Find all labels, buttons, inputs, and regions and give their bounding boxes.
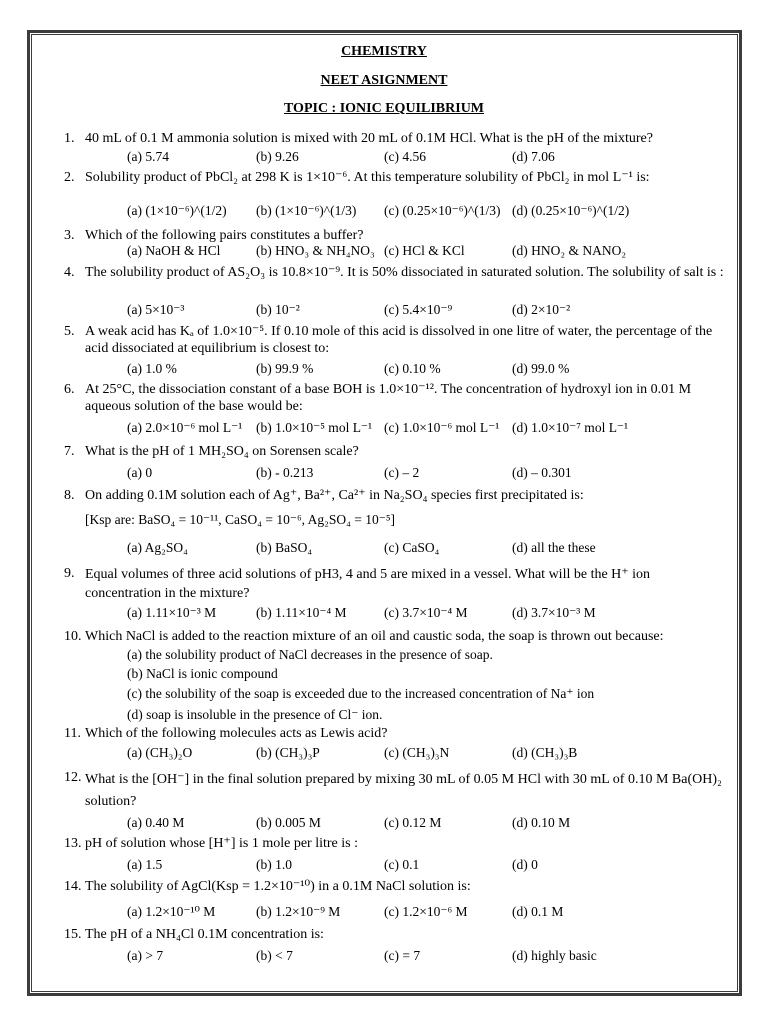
option-b: (b) 1.0	[256, 857, 292, 872]
option-c: (c) (0.25×10⁻⁶)^(1/3)	[384, 203, 501, 218]
question-number: 13.	[64, 836, 82, 851]
question-number: 14.	[64, 879, 82, 894]
question-text: The pH of a NH₄Cl 0.1M concentration is:	[85, 927, 324, 942]
question-text: The solubility product of AS₂O₃ is 10.8×10⁻⁹. It is 50% dissociated in saturated solution. The solubility of salt is :	[85, 265, 724, 280]
question-text: Solubility product of PbCl₂ at 298 K is 1×10⁻⁶. At this temperature solubility of PbCl₂ in mol L⁻¹ is:	[85, 170, 650, 185]
option-d: (d) all the these	[512, 540, 596, 555]
question-number: 8.	[64, 488, 75, 503]
option-d: (d) 3.7×10⁻³ M	[512, 605, 596, 620]
option-c: (c) (CH₃)₃N	[384, 745, 450, 760]
question-number: 1.	[64, 131, 75, 146]
option-d: (d) 2×10⁻²	[512, 302, 571, 317]
assignment-title: NEET ASIGNMENT	[320, 73, 448, 88]
option-a: (a) the solubility product of NaCl decreases in the presence of soap.	[127, 647, 493, 662]
option-b: (b) - 0.213	[256, 465, 314, 480]
question-text: A weak acid has Kₐ of 1.0×10⁻⁵. If 0.10 mole of this acid is dissolved in one litre of water, the percentage of the acid dissociated at equilibrium is closest to:	[85, 324, 713, 356]
option-d: (d) HNO₂ & NANO₂	[512, 243, 627, 258]
option-b: (b) (1×10⁻⁶)^(1/3)	[256, 203, 357, 218]
option-a: (a) 1.2×10⁻¹⁰ M	[127, 904, 216, 919]
option-a: (a) (1×10⁻⁶)^(1/2)	[127, 203, 227, 218]
option-c: (c) 1.2×10⁻⁶ M	[384, 904, 468, 919]
question-number: 2.	[64, 170, 75, 185]
ksp-values: [Ksp are: BaSO₄ = 10⁻¹¹, CaSO₄ = 10⁻⁶, Ag₂SO₄ = 10⁻⁵]	[85, 512, 396, 527]
option-c: (c) 0.1	[384, 857, 420, 872]
option-d: (d) 7.06	[512, 149, 555, 164]
option-a: (a) 5×10⁻³	[127, 302, 185, 317]
subject-title: CHEMISTRY	[341, 44, 427, 59]
question-number: 9.	[64, 566, 75, 581]
option-c: (c) 3.7×10⁻⁴ M	[384, 605, 468, 620]
option-b: (b) < 7	[256, 948, 293, 963]
option-a: (a) 2.0×10⁻⁶ mol L⁻¹	[127, 420, 243, 435]
option-a: (a) 5.74	[127, 149, 169, 164]
option-c: (c) – 2	[384, 465, 420, 480]
option-d: (d) 0.1 M	[512, 904, 564, 919]
question-number: 6.	[64, 382, 75, 397]
option-d: (d) 0.10 M	[512, 815, 571, 830]
option-b: (b) 1.11×10⁻⁴ M	[256, 605, 347, 620]
question-number: 12.	[64, 770, 82, 785]
option-b: (b) 9.26	[256, 149, 299, 164]
option-b: (b) 0.005 M	[256, 815, 321, 830]
option-c: (c) 5.4×10⁻⁹	[384, 302, 453, 317]
option-a: (a) 0.40 M	[127, 815, 185, 830]
option-a: (a) 1.5	[127, 857, 163, 872]
question-text: At 25°C, the dissociation constant of a base BOH is 1.0×10⁻¹². The concentration of hydroxyl ion in 0.01 M aqueous solution of the base would be:	[85, 382, 692, 414]
option-b: (b) 1.2×10⁻⁹ M	[256, 904, 341, 919]
option-d: (d) (0.25×10⁻⁶)^(1/2)	[512, 203, 630, 218]
option-c: (c) HCl & KCl	[384, 243, 465, 258]
option-c: (c) CaSO₄	[384, 540, 440, 555]
option-c: (c) 0.10 %	[384, 361, 441, 376]
topic-title: TOPIC : IONIC EQUILIBRIUM	[283, 101, 485, 116]
question-number: 7.	[64, 444, 75, 459]
question-number: 15.	[64, 927, 82, 942]
question-text: Which of the following molecules acts as Lewis acid?	[85, 726, 388, 741]
option-b: (b) 10⁻²	[256, 302, 300, 317]
option-d: (d) highly basic	[512, 948, 597, 963]
option-a: (a) > 7	[127, 948, 164, 963]
question-number: 11.	[64, 726, 81, 741]
question-number: 5.	[64, 324, 75, 339]
question-number: 3.	[64, 228, 75, 243]
option-d: (d) soap is insoluble in the presence of Cl⁻ ion.	[127, 707, 383, 722]
question-text: What is the [OH⁻] in the final solution prepared by mixing 30 mL of 0.05 M HCl with 30 mL of 0.10 M Ba(OH)₂ solution?	[85, 772, 722, 809]
option-c: (c) 1.0×10⁻⁶ mol L⁻¹	[384, 420, 500, 435]
option-a: (a) 0	[127, 465, 153, 480]
option-c: (c) 4.56	[384, 149, 426, 164]
option-b: (b) BaSO₄	[256, 540, 313, 555]
option-d: (d) (CH₃)₃B	[512, 745, 578, 760]
question-text: What is the pH of 1 MH₂SO₄ on Sorensen scale?	[85, 444, 359, 459]
question-number: 10.	[64, 629, 82, 644]
option-a: (a) 1.11×10⁻³ M	[127, 605, 217, 620]
option-b: (b) 1.0×10⁻⁵ mol L⁻¹	[256, 420, 373, 435]
question-text: Which NaCl is added to the reaction mixture of an oil and caustic soda, the soap is thrown out because:	[85, 629, 664, 644]
question-text: pH of solution whose [H⁺] is 1 mole per litre is :	[85, 836, 358, 851]
option-a: (a) NaOH & HCl	[127, 243, 221, 258]
option-a: (a) Ag₂SO₄	[127, 540, 188, 555]
question-text: 40 mL of 0.1 M ammonia solution is mixed with 20 mL of 0.1M HCl. What is the pH of the mixture?	[85, 131, 653, 146]
question-text: The solubility of AgCl(Ksp = 1.2×10⁻¹⁰) in a 0.1M NaCl solution is:	[85, 879, 471, 894]
option-b: (b) NaCl is ionic compound	[127, 666, 278, 681]
option-c: (c) the solubility of the soap is exceeded due to the increased concentration of Na⁺ ion	[127, 686, 595, 701]
option-d: (d) 99.0 %	[512, 361, 570, 376]
option-a: (a) (CH₃)₂O	[127, 745, 193, 760]
option-d: (d) 1.0×10⁻⁷ mol L⁻¹	[512, 420, 629, 435]
option-a: (a) 1.0 %	[127, 361, 177, 376]
option-d: (d) 0	[512, 857, 538, 872]
question-text: Which of the following pairs constitutes a buffer?	[85, 228, 364, 243]
option-b: (b) 99.9 %	[256, 361, 314, 376]
question-number: 4.	[64, 265, 75, 280]
option-d: (d) – 0.301	[512, 465, 572, 480]
question-text: On adding 0.1M solution each of Ag⁺, Ba²⁺, Ca²⁺ in Na₂SO₄ species first precipitated is:	[85, 488, 584, 503]
option-c: (c) = 7	[384, 948, 421, 963]
option-b: (b) HNO₃ & NH₄NO₃	[256, 243, 375, 258]
question-text: Equal volumes of three acid solutions of pH3, 4 and 5 are mixed in a vessel. What will be the H⁺ ion concentration in the mixture?	[85, 567, 651, 601]
option-c: (c) 0.12 M	[384, 815, 442, 830]
option-b: (b) (CH₃)₃P	[256, 745, 320, 760]
